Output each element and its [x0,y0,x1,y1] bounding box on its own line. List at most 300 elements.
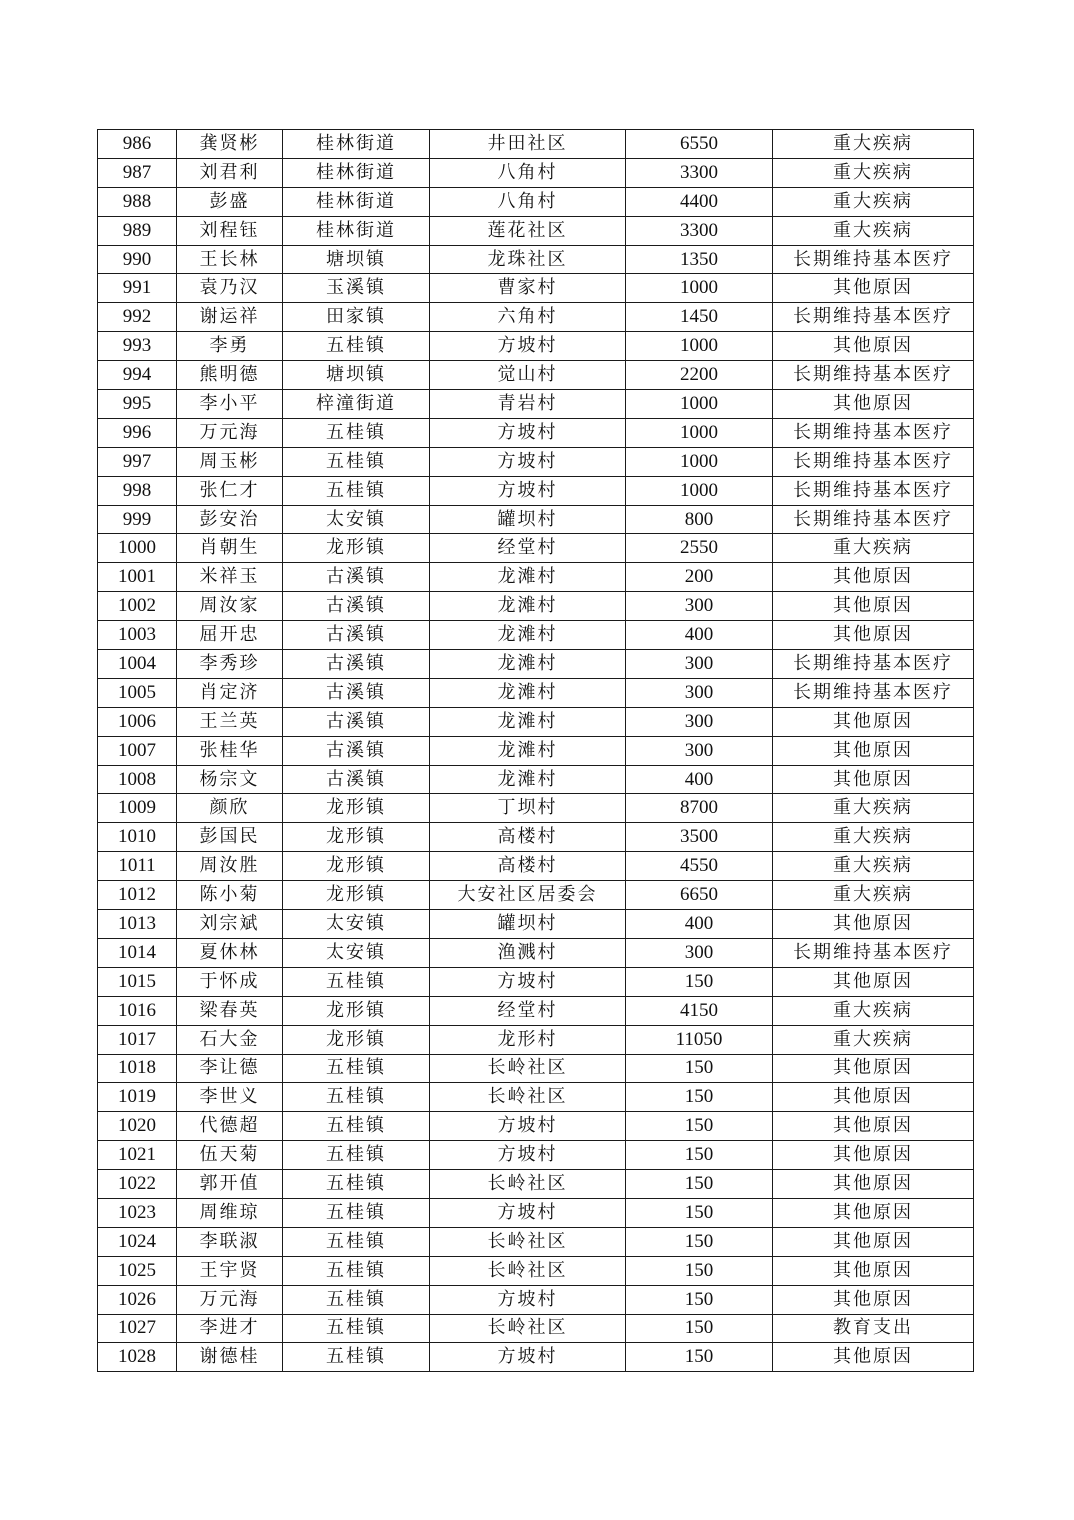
table-row [98,130,974,159]
village-cell: 龙滩村 [430,678,626,707]
village-cell: 大安社区居委会 [430,881,626,910]
row-number-cell: 1013 [98,910,177,939]
town-cell: 古溪镇 [283,621,430,650]
village-cell: 龙珠社区 [430,245,626,274]
table-row [98,1285,974,1314]
town-cell: 塘坝镇 [283,245,430,274]
table-row [98,563,974,592]
amount-cell: 150 [626,1170,773,1199]
name-cell: 张仁才 [177,476,283,505]
town-cell: 梓潼街道 [283,390,430,419]
village-cell: 方坡村 [430,418,626,447]
village-cell: 长岭社区 [430,1314,626,1343]
name-cell: 陈小菊 [177,881,283,910]
reason-cell: 其他原因 [773,1170,974,1199]
reason-cell: 重大疾病 [773,996,974,1025]
town-cell: 五桂镇 [283,1198,430,1227]
row-number-cell: 1006 [98,707,177,736]
reason-cell: 其他原因 [773,910,974,939]
amount-cell: 2200 [626,361,773,390]
row-number-cell: 991 [98,274,177,303]
town-cell: 玉溪镇 [283,274,430,303]
table-row [98,996,974,1025]
amount-cell: 8700 [626,794,773,823]
village-cell: 龙形村 [430,1025,626,1054]
row-number-cell: 1004 [98,650,177,679]
row-number-cell: 988 [98,187,177,216]
amount-cell: 1000 [626,447,773,476]
row-number-cell: 1018 [98,1054,177,1083]
row-number-cell: 1015 [98,967,177,996]
name-cell: 肖定济 [177,678,283,707]
amount-cell: 150 [626,1343,773,1372]
amount-cell: 150 [626,1285,773,1314]
row-number-cell: 1017 [98,1025,177,1054]
amount-cell: 150 [626,967,773,996]
name-cell: 谢德桂 [177,1343,283,1372]
row-number-cell: 1001 [98,563,177,592]
reason-cell: 其他原因 [773,1141,974,1170]
amount-cell: 6650 [626,881,773,910]
town-cell: 桂林街道 [283,216,430,245]
amount-cell: 6550 [626,130,773,159]
name-cell: 龚贤彬 [177,130,283,159]
name-cell: 彭安治 [177,505,283,534]
town-cell: 桂林街道 [283,158,430,187]
row-number-cell: 992 [98,303,177,332]
row-number-cell: 1012 [98,881,177,910]
reason-cell: 其他原因 [773,707,974,736]
amount-cell: 1450 [626,303,773,332]
town-cell: 龙形镇 [283,852,430,881]
reason-cell: 长期维持基本医疗 [773,476,974,505]
village-cell: 长岭社区 [430,1083,626,1112]
town-cell: 五桂镇 [283,1227,430,1256]
village-cell: 曹家村 [430,274,626,303]
table-row [98,794,974,823]
amount-cell: 300 [626,736,773,765]
town-cell: 五桂镇 [283,476,430,505]
village-cell: 井田社区 [430,130,626,159]
table-row [98,476,974,505]
amount-cell: 1000 [626,418,773,447]
town-cell: 古溪镇 [283,592,430,621]
table-row [98,592,974,621]
reason-cell: 其他原因 [773,274,974,303]
amount-cell: 4550 [626,852,773,881]
village-cell: 罐坝村 [430,505,626,534]
name-cell: 万元海 [177,418,283,447]
row-number-cell: 1016 [98,996,177,1025]
row-number-cell: 994 [98,361,177,390]
village-cell: 长岭社区 [430,1054,626,1083]
row-number-cell: 1019 [98,1083,177,1112]
town-cell: 龙形镇 [283,794,430,823]
name-cell: 周汝家 [177,592,283,621]
name-cell: 周汝胜 [177,852,283,881]
reason-cell: 其他原因 [773,390,974,419]
name-cell: 李小平 [177,390,283,419]
table-row [98,505,974,534]
table-row [98,852,974,881]
village-cell: 龙滩村 [430,650,626,679]
name-cell: 李联淑 [177,1227,283,1256]
table-row [98,621,974,650]
reason-cell: 重大疾病 [773,794,974,823]
table-row [98,158,974,187]
town-cell: 龙形镇 [283,1025,430,1054]
reason-cell: 重大疾病 [773,216,974,245]
reason-cell: 其他原因 [773,563,974,592]
town-cell: 五桂镇 [283,1112,430,1141]
table-row [98,303,974,332]
reason-cell: 重大疾病 [773,881,974,910]
row-number-cell: 1020 [98,1112,177,1141]
table-row [98,1141,974,1170]
village-cell: 龙滩村 [430,707,626,736]
town-cell: 五桂镇 [283,418,430,447]
village-cell: 方坡村 [430,1141,626,1170]
name-cell: 熊明德 [177,361,283,390]
town-cell: 五桂镇 [283,1083,430,1112]
town-cell: 田家镇 [283,303,430,332]
amount-cell: 1000 [626,390,773,419]
table-row [98,967,974,996]
row-number-cell: 1021 [98,1141,177,1170]
table-row [98,1227,974,1256]
row-number-cell: 999 [98,505,177,534]
row-number-cell: 1026 [98,1285,177,1314]
amount-cell: 300 [626,650,773,679]
name-cell: 于怀成 [177,967,283,996]
town-cell: 龙形镇 [283,996,430,1025]
town-cell: 五桂镇 [283,1343,430,1372]
row-number-cell: 1007 [98,736,177,765]
town-cell: 五桂镇 [283,1256,430,1285]
village-cell: 龙滩村 [430,621,626,650]
table-row [98,245,974,274]
village-cell: 六角村 [430,303,626,332]
name-cell: 周玉彬 [177,447,283,476]
village-cell: 觉山村 [430,361,626,390]
reason-cell: 其他原因 [773,1054,974,1083]
town-cell: 五桂镇 [283,1170,430,1199]
town-cell: 古溪镇 [283,678,430,707]
town-cell: 五桂镇 [283,332,430,361]
table-row [98,707,974,736]
reason-cell: 长期维持基本医疗 [773,938,974,967]
row-number-cell: 998 [98,476,177,505]
amount-cell: 300 [626,678,773,707]
table-row [98,938,974,967]
table-row [98,1083,974,1112]
town-cell: 五桂镇 [283,1141,430,1170]
row-number-cell: 1014 [98,938,177,967]
village-cell: 莲花社区 [430,216,626,245]
amount-cell: 150 [626,1227,773,1256]
table-row [98,1256,974,1285]
reason-cell: 其他原因 [773,967,974,996]
village-cell: 方坡村 [430,476,626,505]
town-cell: 桂林街道 [283,187,430,216]
amount-cell: 400 [626,910,773,939]
name-cell: 李进才 [177,1314,283,1343]
name-cell: 袁乃汉 [177,274,283,303]
village-cell: 方坡村 [430,1198,626,1227]
row-number-cell: 986 [98,130,177,159]
name-cell: 李勇 [177,332,283,361]
row-number-cell: 1008 [98,765,177,794]
amount-cell: 2550 [626,534,773,563]
name-cell: 刘宗斌 [177,910,283,939]
row-number-cell: 1002 [98,592,177,621]
table-row [98,765,974,794]
name-cell: 屈开忠 [177,621,283,650]
amount-cell: 4400 [626,187,773,216]
row-number-cell: 1024 [98,1227,177,1256]
table-row [98,736,974,765]
amount-cell: 4150 [626,996,773,1025]
row-number-cell: 993 [98,332,177,361]
row-number-cell: 990 [98,245,177,274]
amount-cell: 150 [626,1054,773,1083]
table-row [98,216,974,245]
name-cell: 代德超 [177,1112,283,1141]
reason-cell: 其他原因 [773,332,974,361]
table-row [98,534,974,563]
name-cell: 刘程钰 [177,216,283,245]
amount-cell: 150 [626,1141,773,1170]
row-number-cell: 1028 [98,1343,177,1372]
reason-cell: 重大疾病 [773,130,974,159]
row-number-cell: 989 [98,216,177,245]
amount-cell: 150 [626,1198,773,1227]
reason-cell: 长期维持基本医疗 [773,678,974,707]
amount-cell: 200 [626,563,773,592]
name-cell: 李让德 [177,1054,283,1083]
reason-cell: 长期维持基本医疗 [773,505,974,534]
amount-cell: 800 [626,505,773,534]
name-cell: 石大金 [177,1025,283,1054]
table-row [98,390,974,419]
row-number-cell: 1003 [98,621,177,650]
reason-cell: 其他原因 [773,736,974,765]
amount-cell: 300 [626,592,773,621]
name-cell: 夏休林 [177,938,283,967]
row-number-cell: 1011 [98,852,177,881]
row-number-cell: 1023 [98,1198,177,1227]
table-body [98,130,974,1372]
village-cell: 八角村 [430,187,626,216]
name-cell: 王长林 [177,245,283,274]
village-cell: 方坡村 [430,1343,626,1372]
amount-cell: 400 [626,621,773,650]
table-row [98,1054,974,1083]
amount-cell: 150 [626,1112,773,1141]
amount-cell: 1000 [626,332,773,361]
reason-cell: 长期维持基本医疗 [773,418,974,447]
name-cell: 谢运祥 [177,303,283,332]
row-number-cell: 987 [98,158,177,187]
reason-cell: 重大疾病 [773,158,974,187]
town-cell: 五桂镇 [283,1285,430,1314]
table-row [98,187,974,216]
village-cell: 方坡村 [430,967,626,996]
town-cell: 古溪镇 [283,736,430,765]
amount-cell: 150 [626,1314,773,1343]
reason-cell: 其他原因 [773,1083,974,1112]
village-cell: 罐坝村 [430,910,626,939]
village-cell: 经堂村 [430,996,626,1025]
village-cell: 八角村 [430,158,626,187]
table-row [98,361,974,390]
amount-cell: 11050 [626,1025,773,1054]
village-cell: 龙滩村 [430,563,626,592]
amount-cell: 150 [626,1256,773,1285]
amount-cell: 1000 [626,476,773,505]
name-cell: 万元海 [177,1285,283,1314]
reason-cell: 长期维持基本医疗 [773,361,974,390]
table-row [98,881,974,910]
town-cell: 五桂镇 [283,967,430,996]
reason-cell: 其他原因 [773,1343,974,1372]
amount-cell: 400 [626,765,773,794]
table-row [98,1314,974,1343]
reason-cell: 其他原因 [773,1227,974,1256]
reason-cell: 重大疾病 [773,852,974,881]
village-cell: 龙滩村 [430,736,626,765]
village-cell: 丁坝村 [430,794,626,823]
name-cell: 张桂华 [177,736,283,765]
table-row [98,910,974,939]
reason-cell: 其他原因 [773,1285,974,1314]
town-cell: 塘坝镇 [283,361,430,390]
village-cell: 高楼村 [430,823,626,852]
row-number-cell: 1009 [98,794,177,823]
reason-cell: 其他原因 [773,1112,974,1141]
reason-cell: 其他原因 [773,592,974,621]
row-number-cell: 1027 [98,1314,177,1343]
village-cell: 长岭社区 [430,1227,626,1256]
name-cell: 李秀珍 [177,650,283,679]
name-cell: 伍天菊 [177,1141,283,1170]
reason-cell: 教育支出 [773,1314,974,1343]
village-cell: 方坡村 [430,332,626,361]
town-cell: 龙形镇 [283,534,430,563]
town-cell: 龙形镇 [283,881,430,910]
table-row [98,823,974,852]
table-row [98,650,974,679]
village-cell: 龙滩村 [430,592,626,621]
row-number-cell: 1000 [98,534,177,563]
table-row [98,1343,974,1372]
name-cell: 颜欣 [177,794,283,823]
name-cell: 肖朝生 [177,534,283,563]
table-row [98,1112,974,1141]
reason-cell: 重大疾病 [773,1025,974,1054]
name-cell: 彭国民 [177,823,283,852]
name-cell: 王兰英 [177,707,283,736]
name-cell: 梁春英 [177,996,283,1025]
amount-cell: 3300 [626,216,773,245]
name-cell: 王宇贤 [177,1256,283,1285]
relief-table [97,129,974,1372]
name-cell: 刘君利 [177,158,283,187]
village-cell: 长岭社区 [430,1256,626,1285]
table-row [98,332,974,361]
village-cell: 方坡村 [430,1285,626,1314]
reason-cell: 长期维持基本医疗 [773,303,974,332]
name-cell: 郭开值 [177,1170,283,1199]
town-cell: 太安镇 [283,505,430,534]
amount-cell: 1350 [626,245,773,274]
row-number-cell: 997 [98,447,177,476]
village-cell: 经堂村 [430,534,626,563]
town-cell: 太安镇 [283,910,430,939]
table-row [98,1025,974,1054]
reason-cell: 重大疾病 [773,823,974,852]
town-cell: 五桂镇 [283,1054,430,1083]
reason-cell: 长期维持基本医疗 [773,650,974,679]
amount-cell: 3500 [626,823,773,852]
amount-cell: 300 [626,938,773,967]
town-cell: 古溪镇 [283,563,430,592]
name-cell: 彭盛 [177,187,283,216]
village-cell: 龙滩村 [430,765,626,794]
town-cell: 桂林街道 [283,130,430,159]
reason-cell: 长期维持基本医疗 [773,447,974,476]
village-cell: 青岩村 [430,390,626,419]
table-row [98,1198,974,1227]
reason-cell: 其他原因 [773,1256,974,1285]
row-number-cell: 1025 [98,1256,177,1285]
town-cell: 太安镇 [283,938,430,967]
row-number-cell: 995 [98,390,177,419]
table-row [98,678,974,707]
village-cell: 渔溅村 [430,938,626,967]
reason-cell: 其他原因 [773,1198,974,1227]
row-number-cell: 996 [98,418,177,447]
row-number-cell: 1022 [98,1170,177,1199]
town-cell: 五桂镇 [283,1314,430,1343]
amount-cell: 300 [626,707,773,736]
amount-cell: 1000 [626,274,773,303]
village-cell: 方坡村 [430,447,626,476]
name-cell: 米祥玉 [177,563,283,592]
amount-cell: 150 [626,1083,773,1112]
amount-cell: 3300 [626,158,773,187]
reason-cell: 长期维持基本医疗 [773,245,974,274]
row-number-cell: 1005 [98,678,177,707]
reason-cell: 其他原因 [773,765,974,794]
reason-cell: 重大疾病 [773,534,974,563]
table-row [98,1170,974,1199]
table-row [98,447,974,476]
name-cell: 周维琼 [177,1198,283,1227]
village-cell: 长岭社区 [430,1170,626,1199]
town-cell: 五桂镇 [283,447,430,476]
village-cell: 方坡村 [430,1112,626,1141]
reason-cell: 其他原因 [773,621,974,650]
name-cell: 李世义 [177,1083,283,1112]
town-cell: 古溪镇 [283,707,430,736]
name-cell: 杨宗文 [177,765,283,794]
town-cell: 古溪镇 [283,765,430,794]
reason-cell: 重大疾病 [773,187,974,216]
village-cell: 高楼村 [430,852,626,881]
table-row [98,418,974,447]
row-number-cell: 1010 [98,823,177,852]
